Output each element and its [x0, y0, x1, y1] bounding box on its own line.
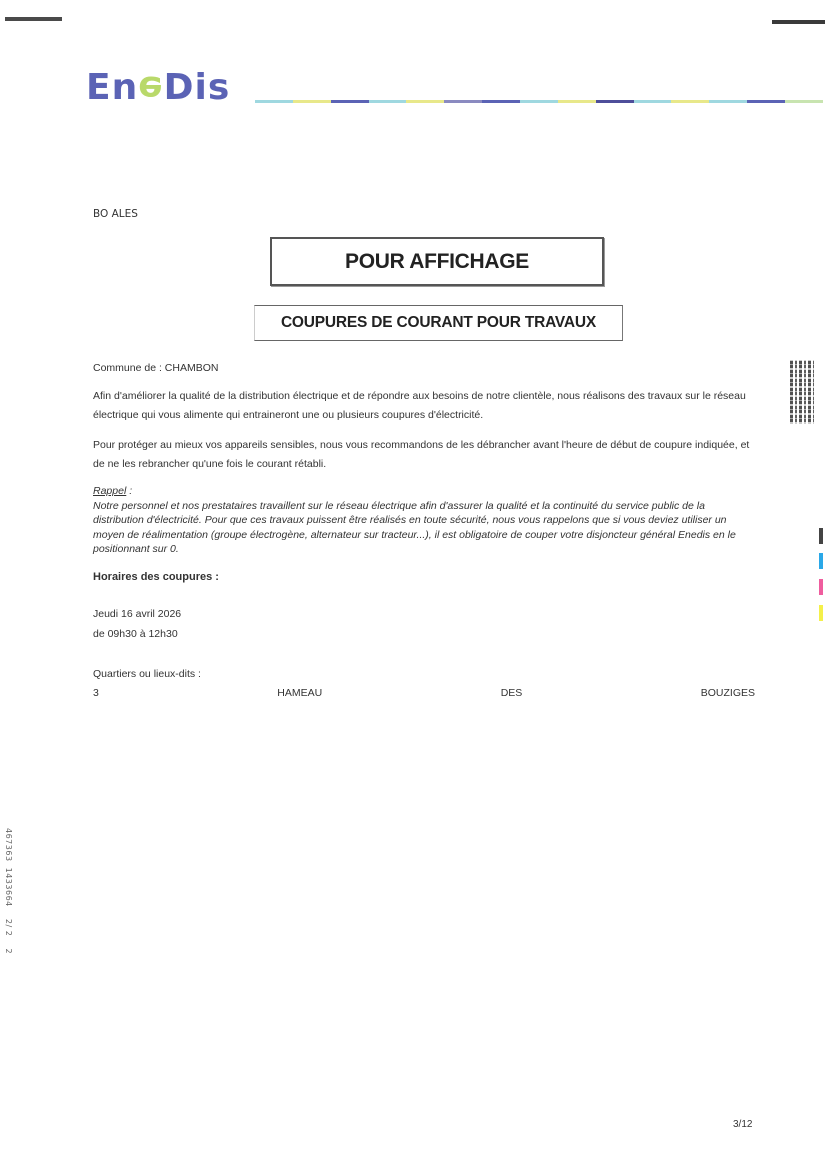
side-print-code: 467363 1433664 2/ 2 2 [4, 828, 13, 955]
rappel-text: Notre personnel et nos prestataires travaillent sur le réseau électrique afin d'assurer la qualité et la continuité du service public de la distribution d'électricité. Pour que ces travaux puissent être réalisés en toute sécurité, nous vous rappelons que si vous deviez utiliser un moyen de réalimentation (groupe électrogène, alternateur sur tracteur...), il est obligatoire de couper votre disjoncteur général Enedis en le positionnant sur 0. [93, 499, 736, 555]
rule-segment [785, 100, 823, 103]
rappel-label: Rappel [93, 485, 127, 497]
subtitle-box [254, 305, 623, 341]
commune-line: Commune de : CHAMBON [93, 362, 219, 374]
rule-segment [747, 100, 785, 103]
rule-segment [369, 100, 407, 103]
print-mark-black [819, 528, 823, 544]
logo-text-dis: Dis [163, 67, 231, 108]
rule-segment [709, 100, 747, 103]
lieux-list [93, 687, 755, 699]
rule-segment [406, 100, 444, 103]
quartiers-heading: Quartiers ou lieux-dits : [93, 668, 201, 680]
print-mark-magenta [819, 579, 823, 595]
rappel-heading [93, 484, 758, 499]
page-number: 3/12 [733, 1119, 753, 1130]
outage-time-range: de 09h30 à 12h30 [93, 628, 178, 640]
rule-segment [482, 100, 520, 103]
lieu-word: 3 [93, 687, 99, 699]
rappel-block [93, 484, 758, 557]
rule-segment [331, 100, 369, 103]
rule-segment [596, 100, 634, 103]
rule-segment [293, 100, 331, 103]
lieu-word: BOUZIGES [700, 687, 755, 699]
logo-text-e: e [138, 68, 164, 109]
sender-label: BO ALES [93, 208, 138, 220]
logo-text-en: En [86, 67, 139, 108]
outage-date: Jeudi 16 avril 2026 [93, 608, 182, 620]
lieu-word: HAMEAU [277, 687, 323, 699]
enedis-logo [86, 68, 230, 108]
rule-segment [671, 100, 709, 103]
lieu-word: DES [500, 687, 523, 699]
intro-paragraph: Afin d'améliorer la qualité de la distribution électrique et de répondre aux besoins de notre clientèle, nous réalisons des travaux sur le réseau électrique qui vous alimente qui entraineront une ou plusieurs coupures d'électricité. [93, 390, 746, 421]
rule-segment [520, 100, 558, 103]
print-mark-cyan [819, 553, 823, 569]
brand-color-rule [255, 100, 823, 103]
scan-registration-mark-top-right [772, 20, 825, 24]
rule-segment [558, 100, 596, 103]
horaires-heading: Horaires des coupures : [93, 571, 219, 583]
page-title: POUR AFFICHAGE [344, 249, 530, 273]
print-mark-yellow [819, 605, 823, 621]
page-subtitle: COUPURES DE COURANT POUR TRAVAUX [280, 314, 597, 331]
advice-paragraph: Pour protéger au mieux vos appareils sensibles, nous vous recommandons de les débrancher avant l'heure de début de coupure indiquée, et de ne les rebrancher qu'une fois le courant rétabli. [93, 439, 750, 470]
title-box-pour-affichage [270, 237, 604, 286]
rule-segment [444, 100, 482, 103]
datamatrix-barcode-icon [790, 360, 814, 424]
rule-segment [634, 100, 672, 103]
rappel-colon: : [126, 485, 133, 497]
scan-registration-mark-top-left [5, 17, 62, 21]
rule-segment [255, 100, 293, 103]
